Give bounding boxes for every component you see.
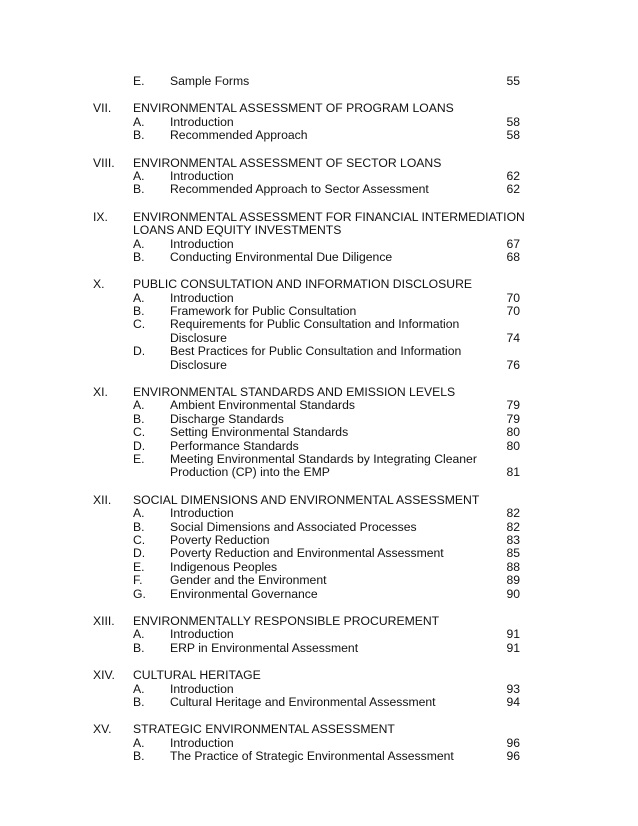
item-label-line: Poverty Reduction: [170, 532, 270, 547]
item-label-line: Performance Standards: [170, 438, 299, 453]
item-page-number: 81: [506, 465, 520, 480]
item-label: [170, 292, 234, 305]
toc-item: [0, 426, 638, 439]
item-letter: D.: [133, 344, 146, 359]
toc-section: [0, 669, 638, 709]
section-numeral: XIII.: [93, 613, 115, 628]
item-label-line: Recommended Approach to Sector Assessment: [170, 182, 429, 197]
item-letter: B.: [133, 411, 145, 426]
item-label-line: ERP in Environmental Assessment: [170, 640, 359, 655]
item-label-line: Poverty Reduction and Environmental Assessment: [170, 546, 444, 561]
item-page-number: 62: [506, 182, 520, 197]
section-heading-row: [0, 669, 638, 682]
item-page-number: 80: [506, 438, 520, 453]
item-label-line: Ambient Environmental Standards: [170, 398, 355, 413]
item-page-number: 55: [506, 74, 520, 88]
item-label: [170, 737, 234, 750]
toc-item: [0, 305, 638, 318]
item-label: [170, 534, 270, 547]
toc-item: [0, 561, 638, 574]
item-label: [170, 129, 308, 142]
section-title: ENVIRONMENTAL STANDARDS AND EMISSION LEVELS: [133, 385, 456, 400]
item-label: [170, 318, 459, 345]
section-numeral: XII.: [93, 492, 112, 507]
toc-leading-section: [0, 75, 638, 88]
toc-item: [0, 345, 638, 372]
toc-item: [0, 696, 638, 709]
toc-section: [0, 278, 638, 372]
item-label: [170, 507, 234, 520]
toc-section: [0, 386, 638, 480]
item-label-line: Social Dimensions and Associated Processes: [170, 519, 417, 534]
item-page-number: 85: [506, 546, 520, 561]
item-letter: C.: [133, 425, 146, 440]
item-label: [170, 561, 277, 574]
toc-item: [0, 75, 638, 88]
toc-item: [0, 292, 638, 305]
toc-item: [0, 588, 638, 601]
item-label-line: Conducting Environmental Due Diligence: [170, 249, 393, 264]
section-heading-row: [0, 278, 638, 291]
item-page-number: 93: [506, 681, 520, 696]
section-numeral: VIII.: [93, 155, 115, 170]
section-title: ENVIRONMENTAL ASSESSMENT FOR FINANCIAL INTERMEDIATION: [133, 209, 525, 224]
item-label: [170, 521, 417, 534]
item-letter: E.: [133, 74, 145, 88]
item-letter: G.: [133, 586, 146, 601]
toc-item: [0, 318, 638, 345]
item-letter: A.: [133, 398, 145, 413]
item-page-number: 79: [506, 411, 520, 426]
item-letter: B.: [133, 182, 145, 197]
item-letter: E.: [133, 559, 145, 574]
item-label: [170, 345, 461, 372]
item-label: [170, 696, 436, 709]
item-page-number: 80: [506, 425, 520, 440]
toc-item: [0, 534, 638, 547]
toc-item: [0, 238, 638, 251]
item-label-line: Meeting Environmental Standards by Integrating Cleaner: [170, 452, 477, 467]
section-heading-row: [0, 386, 638, 399]
section-title: ENVIRONMENTAL ASSESSMENT OF PROGRAM LOANS: [133, 101, 454, 116]
section-title: LOANS AND EQUITY INVESTMENTS: [133, 223, 342, 238]
section-numeral: XI.: [93, 385, 108, 400]
item-label: [170, 251, 392, 264]
section-title: ENVIRONMENTAL ASSESSMENT OF SECTOR LOANS: [133, 155, 442, 170]
item-letter: A.: [133, 506, 145, 521]
item-page-number: 83: [506, 532, 520, 547]
item-page-number: 58: [506, 128, 520, 143]
item-letter: B.: [133, 519, 145, 534]
item-page-number: 68: [506, 249, 520, 264]
item-letter: B.: [133, 694, 145, 709]
toc-section: [0, 211, 638, 265]
section-heading-row: [0, 211, 638, 224]
item-label-line: Introduction: [170, 168, 234, 183]
section-heading-row: [0, 102, 638, 115]
item-label: [170, 683, 234, 696]
item-letter: A.: [133, 681, 145, 696]
toc-section: [0, 102, 638, 142]
item-label: [170, 170, 234, 183]
toc-item: [0, 507, 638, 520]
item-letter: E.: [133, 452, 145, 467]
item-label-line: Best Practices for Public Consultation and Information: [170, 344, 462, 359]
item-page-number: 96: [506, 749, 520, 764]
item-letter: A.: [133, 114, 145, 129]
item-label: [170, 588, 318, 601]
section-numeral: X.: [93, 277, 105, 292]
item-label-line: Introduction: [170, 290, 234, 305]
item-label-line: Recommended Approach: [170, 128, 308, 143]
toc-item: [0, 129, 638, 142]
section-title: ENVIRONMENTALLY RESPONSIBLE PROCUREMENT: [133, 613, 440, 628]
item-label: [170, 413, 284, 426]
item-letter: B.: [133, 640, 145, 655]
item-label-line: Introduction: [170, 627, 234, 642]
section-title: CULTURAL HERITAGE: [133, 668, 261, 683]
item-page-number: 90: [506, 586, 520, 601]
item-label: [170, 116, 234, 129]
item-letter: A.: [133, 735, 145, 750]
item-label: [170, 440, 299, 453]
section-title: STRATEGIC ENVIRONMENTAL ASSESSMENT: [133, 722, 395, 737]
item-label-line: Introduction: [170, 735, 234, 750]
section-title: PUBLIC CONSULTATION AND INFORMATION DISCLOSURE: [133, 277, 473, 292]
item-letter: F.: [133, 573, 143, 588]
item-page-number: 70: [506, 304, 520, 319]
toc-item: [0, 399, 638, 412]
item-letter: C.: [133, 532, 146, 547]
toc-item: [0, 683, 638, 696]
item-page-number: 76: [506, 357, 520, 372]
toc-item: [0, 413, 638, 426]
item-label-line: Environmental Governance: [170, 586, 318, 601]
toc-item: [0, 170, 638, 183]
item-label-line: The Practice of Strategic Environmental Assessment: [170, 749, 454, 764]
toc-item: [0, 642, 638, 655]
item-label-line: Indigenous Peoples: [170, 559, 278, 574]
table-of-contents: [0, 75, 638, 777]
item-letter: B.: [133, 249, 145, 264]
item-letter: B.: [133, 749, 145, 764]
item-letter: B.: [133, 304, 145, 319]
toc-section: [0, 723, 638, 763]
item-page-number: 88: [506, 559, 520, 574]
item-label: [170, 238, 234, 251]
item-label-line: Disclosure: [170, 357, 227, 372]
item-label: [170, 574, 327, 587]
item-label-line: Setting Environmental Standards: [170, 425, 349, 440]
section-numeral: IX.: [93, 209, 108, 224]
item-label: [170, 183, 429, 196]
item-label-line: Requirements for Public Consultation and Information: [170, 317, 460, 332]
item-letter: A.: [133, 236, 145, 251]
toc-item: [0, 628, 638, 641]
item-page-number: 82: [506, 506, 520, 521]
item-page-number: 91: [506, 640, 520, 655]
section-heading-row: [0, 224, 638, 237]
item-label-line: Introduction: [170, 506, 234, 521]
item-label: [170, 628, 234, 641]
item-label: [170, 399, 355, 412]
item-letter: A.: [133, 290, 145, 305]
item-label-line: Discharge Standards: [170, 411, 284, 426]
toc-item: [0, 251, 638, 264]
item-letter: A.: [133, 627, 145, 642]
item-letter: D.: [133, 438, 146, 453]
item-letter: A.: [133, 168, 145, 183]
section-title: SOCIAL DIMENSIONS AND ENVIRONMENTAL ASSESSMENT: [133, 492, 480, 507]
item-page-number: 74: [506, 330, 520, 345]
item-label: Sample Forms: [170, 74, 250, 88]
item-label: [170, 750, 454, 763]
section-heading-row: [0, 723, 638, 736]
item-label-line: Introduction: [170, 114, 234, 129]
item-page-number: 58: [506, 114, 520, 129]
item-label-line: Disclosure: [170, 330, 227, 345]
item-page-number: 62: [506, 168, 520, 183]
item-label: [170, 453, 477, 480]
item-label: [170, 547, 444, 560]
item-page-number: 91: [506, 627, 520, 642]
section-heading-row: [0, 157, 638, 170]
section-heading-row: [0, 615, 638, 628]
toc-item: [0, 116, 638, 129]
item-letter: B.: [133, 128, 145, 143]
item-page-number: 79: [506, 398, 520, 413]
item-label-line: Framework for Public Consultation: [170, 304, 357, 319]
item-label: [170, 426, 348, 439]
toc-item: [0, 737, 638, 750]
section-heading-row: [0, 494, 638, 507]
toc-item: [0, 750, 638, 763]
item-label: [170, 642, 358, 655]
item-page-number: 67: [506, 236, 520, 251]
item-label-line: Introduction: [170, 236, 234, 251]
toc-section: [0, 157, 638, 197]
item-page-number: 96: [506, 735, 520, 750]
item-page-number: 70: [506, 290, 520, 305]
item-letter: C.: [133, 317, 146, 332]
item-label-line: Cultural Heritage and Environmental Assessment: [170, 694, 436, 709]
item-label: [170, 305, 356, 318]
toc-item: [0, 453, 638, 480]
item-page-number: 94: [506, 694, 520, 709]
toc-item: [0, 547, 638, 560]
toc-item: [0, 183, 638, 196]
toc-item: [0, 521, 638, 534]
item-letter: D.: [133, 546, 146, 561]
toc-section: [0, 494, 638, 601]
section-numeral: VII.: [93, 101, 112, 116]
section-numeral: XV.: [93, 722, 112, 737]
toc-item: [0, 440, 638, 453]
item-page-number: 89: [506, 573, 520, 588]
section-numeral: XIV.: [93, 668, 115, 683]
item-label-line: Production (CP) into the EMP: [170, 465, 330, 480]
item-page-number: 82: [506, 519, 520, 534]
item-label-line: Gender and the Environment: [170, 573, 327, 588]
toc-section: [0, 615, 638, 655]
toc-item: [0, 574, 638, 587]
item-label-line: Introduction: [170, 681, 234, 696]
